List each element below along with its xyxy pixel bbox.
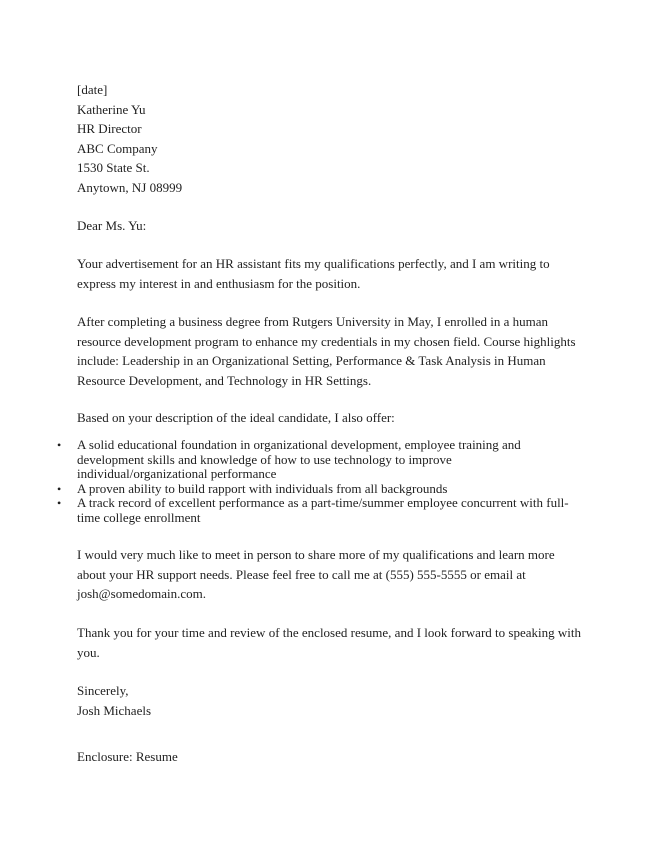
paragraph-line: After completing a business degree from Rutgers University in May, I enrolled in a human [77, 314, 549, 329]
paragraph-line: Thank you for your time and review of the enclosed resume, and I look forward to speaking with [77, 625, 581, 640]
enclosure [77, 747, 577, 767]
list-item-line: time college enrollment [77, 509, 201, 525]
salutation [77, 216, 577, 236]
list-item-line: A proven ability to build rapport with individuals from all backgrounds [77, 480, 448, 496]
paragraph-line: josh@somedomain.com. [77, 586, 206, 601]
bullet-icon: • [57, 438, 62, 452]
recipient-street: 1530 State St. [77, 160, 150, 175]
paragraph-offer [77, 408, 577, 428]
list-item [0, 482, 577, 497]
list-item-line: A track record of excellent performance as a part-time/summer employee concurrent with full- [77, 495, 569, 510]
list-item-line: A solid educational foundation in organizational development, employee training and [77, 437, 521, 452]
valediction: Sincerely, [77, 683, 129, 698]
list-item-line: development skills and knowledge of how to use technology to improve [77, 451, 452, 467]
paragraph-line: express my interest in and enthusiasm for the position. [77, 275, 361, 291]
list-item-line: individual/organizational performance [77, 466, 277, 481]
qualifications-list [0, 438, 600, 525]
recipient-title: HR Director [77, 121, 142, 136]
paragraph-line: about your HR support needs. Please feel free to call me at (555) 555-5555 or email at [77, 566, 526, 582]
paragraph-line: include: Leadership in an Organizational Setting, Performance & Task Analysis in Human [77, 353, 546, 368]
paragraph-contact [77, 545, 577, 604]
recipient-address [77, 80, 577, 197]
recipient-company: ABC Company [77, 140, 158, 156]
recipient-name: Katherine Yu [77, 101, 146, 117]
paragraph-line: you. [77, 644, 100, 660]
paragraph-line: Your advertisement for an HR assistant fits my qualifications perfectly, and I am writing to [77, 256, 550, 271]
paragraph-line: Resource Development, and Technology in HR Settings. [77, 372, 372, 388]
salutation-text: Dear Ms. Yu: [77, 218, 147, 233]
paragraph-intro [77, 254, 577, 293]
bullet-icon: • [57, 481, 62, 496]
closing [77, 681, 577, 720]
list-item [0, 438, 577, 482]
paragraph-education [77, 312, 577, 390]
signature-name: Josh Michaels [77, 702, 152, 718]
paragraph-line: resource development program to enhance my credentials in my chosen field. Course highlights [77, 333, 576, 349]
paragraph-line: I would very much like to meet in person to share more of my qualifications and learn more [77, 547, 555, 562]
date-line: [date] [77, 82, 108, 97]
recipient-city: Anytown, NJ 08999 [77, 179, 183, 195]
paragraph-line: Based on your description of the ideal candidate, I also offer: [77, 410, 395, 425]
paragraph-thanks [77, 623, 581, 662]
list-item [0, 496, 577, 525]
bullet-icon: • [57, 496, 62, 510]
enclosure-text: Enclosure: Resume [77, 749, 178, 764]
